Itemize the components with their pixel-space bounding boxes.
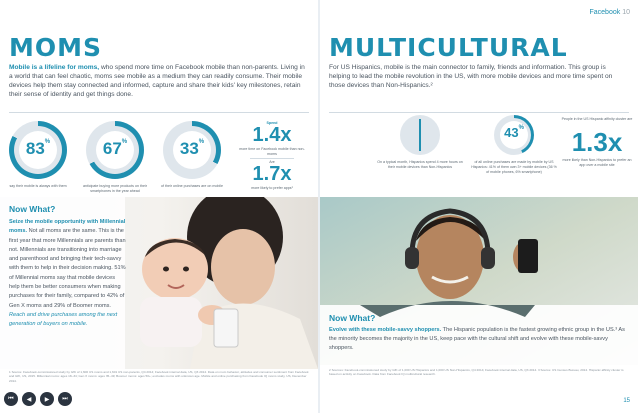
stat1-caption: On a typical month, Hispanics spend 4 more hours on their mobile devices than Non-Hispanics [377, 160, 463, 169]
page-navigation [4, 392, 72, 406]
stat-value-67: 67% [102, 139, 128, 158]
multicultural-footnote: 2 Sources: Facebook-commissioned study by GfK of 1,000 US Hispanics and 1,000 US Non-Hispanics, Q4 2014; Facebook internal data, US, Q3 2014. 3 Source: US Census Bureau, 2014. Hispanic affinity cluster is based on activity on Facebook. Data from Facebook IQ multicultural research. [329, 368, 624, 377]
are-caption: more likely to prefer apps¹ [251, 186, 293, 190]
are-value: 1.7x [252, 163, 292, 185]
right-page [320, 0, 638, 413]
brand-label: Facebook 10 [589, 9, 630, 16]
stat3-value: 1.3x [571, 127, 623, 157]
are-label: Are [269, 160, 275, 164]
stat-caption-33: of their online purchases are on mobile [161, 184, 223, 188]
moms-body: Seize the mobile opportunity with Millennial moms. Not all moms are the same. This is the first year that more Millennials are parents than not. Millennials are transitioning into marriage and parenthood and bringing their tech-savvy with them to help in their decision making. 51% of Millennial moms say that mobile devices help them be better consumers when making purchases for their family, compared to 42% of Gen X moms and 29% of Boomer moms. Reach and drive purchases among the next generation of buyers on mobile. [9, 219, 126, 328]
first-page-button[interactable]: ⏮ [4, 392, 18, 406]
moms-title: MOMS [9, 33, 103, 62]
stat-caption-83: say their mobile is always with them [9, 184, 67, 188]
stat3-label: People in the US Hispanic affinity cluster are [561, 117, 633, 121]
stat2-caption: of all online purchases are made by mobile by US Hispanics: 41% of them own 3+ mobile devices (36 % of mobile phones, 6% smartphone) [471, 160, 557, 174]
stat-value-33: 33% [179, 139, 205, 158]
divider [329, 112, 629, 113]
page-number: 15 [623, 398, 630, 404]
stat3-caption: more likely than Non-Hispanics to prefer an app over a mobile site [562, 158, 632, 167]
stat-value-83: 83% [25, 139, 51, 158]
divider [9, 112, 309, 113]
moms-subtitle: Mobile is a lifeline for moms, who spend more time on Facebook mobile than non-parents. Living in a world that can feel chaotic, moms see mobile as a medium they can readily consume. Their mobile devices help them stay connected and informed, capture and share their kids' key milestones, retain their sense of identity and get things done. [9, 64, 305, 98]
spend-label: Spend [266, 121, 278, 125]
spend-caption: more time on Facebook mobile than non-moms [239, 147, 305, 156]
stat-divider [250, 158, 294, 159]
last-page-button[interactable]: ⏭ [58, 392, 72, 406]
stat-caption-67: anticipate buying more products on their smartphones in the year ahead [83, 184, 147, 193]
next-page-button[interactable]: ▶ [40, 392, 54, 406]
moms-footnote: 1 Source: Facebook-commissioned study by GfK of 1,600 US moms and 1,601 US non-parents, Q4 2014; Facebook internal data, US, Q3 2014. Data on mom behavior, attitudes and consumer sentiment from Facebook and GfK, US, 2015. Millennial moms: ages 18–34; Gen X moms: ages 35–49; Boomer moms: ages 50+; excludes moms with unknown age. Mobile and online purchasing from Facebook IQ moms study, US, December 2014. [9, 370, 309, 383]
multicultural-title: MULTICULTURAL [329, 33, 568, 62]
clock-hand [419, 119, 421, 151]
previous-page-button[interactable]: ◀ [22, 392, 36, 406]
spend-value: 1.4x [252, 124, 292, 146]
clock-icon [400, 115, 440, 155]
now-what-heading-right: Now What? [329, 313, 376, 323]
left-page [0, 0, 318, 413]
multicultural-subtitle: For US Hispanics, mobile is the main connector to family, friends and information. This group is helping to lead the mobile revolution in the US, with more mobile devices and more time spent on those devices than Non-Hispanics.² [329, 64, 613, 89]
stat-value-43: 43% [504, 125, 524, 140]
multicultural-body: Evolve with these mobile-savvy shoppers. The Hispanic population is the fastest growing ethnic group in the US.³ As the minority becomes the majority in the US, keep pace with the cultural shift and evolve with these mobile-savvy shoppers. [329, 327, 625, 351]
now-what-heading-left: Now What? [9, 204, 56, 214]
